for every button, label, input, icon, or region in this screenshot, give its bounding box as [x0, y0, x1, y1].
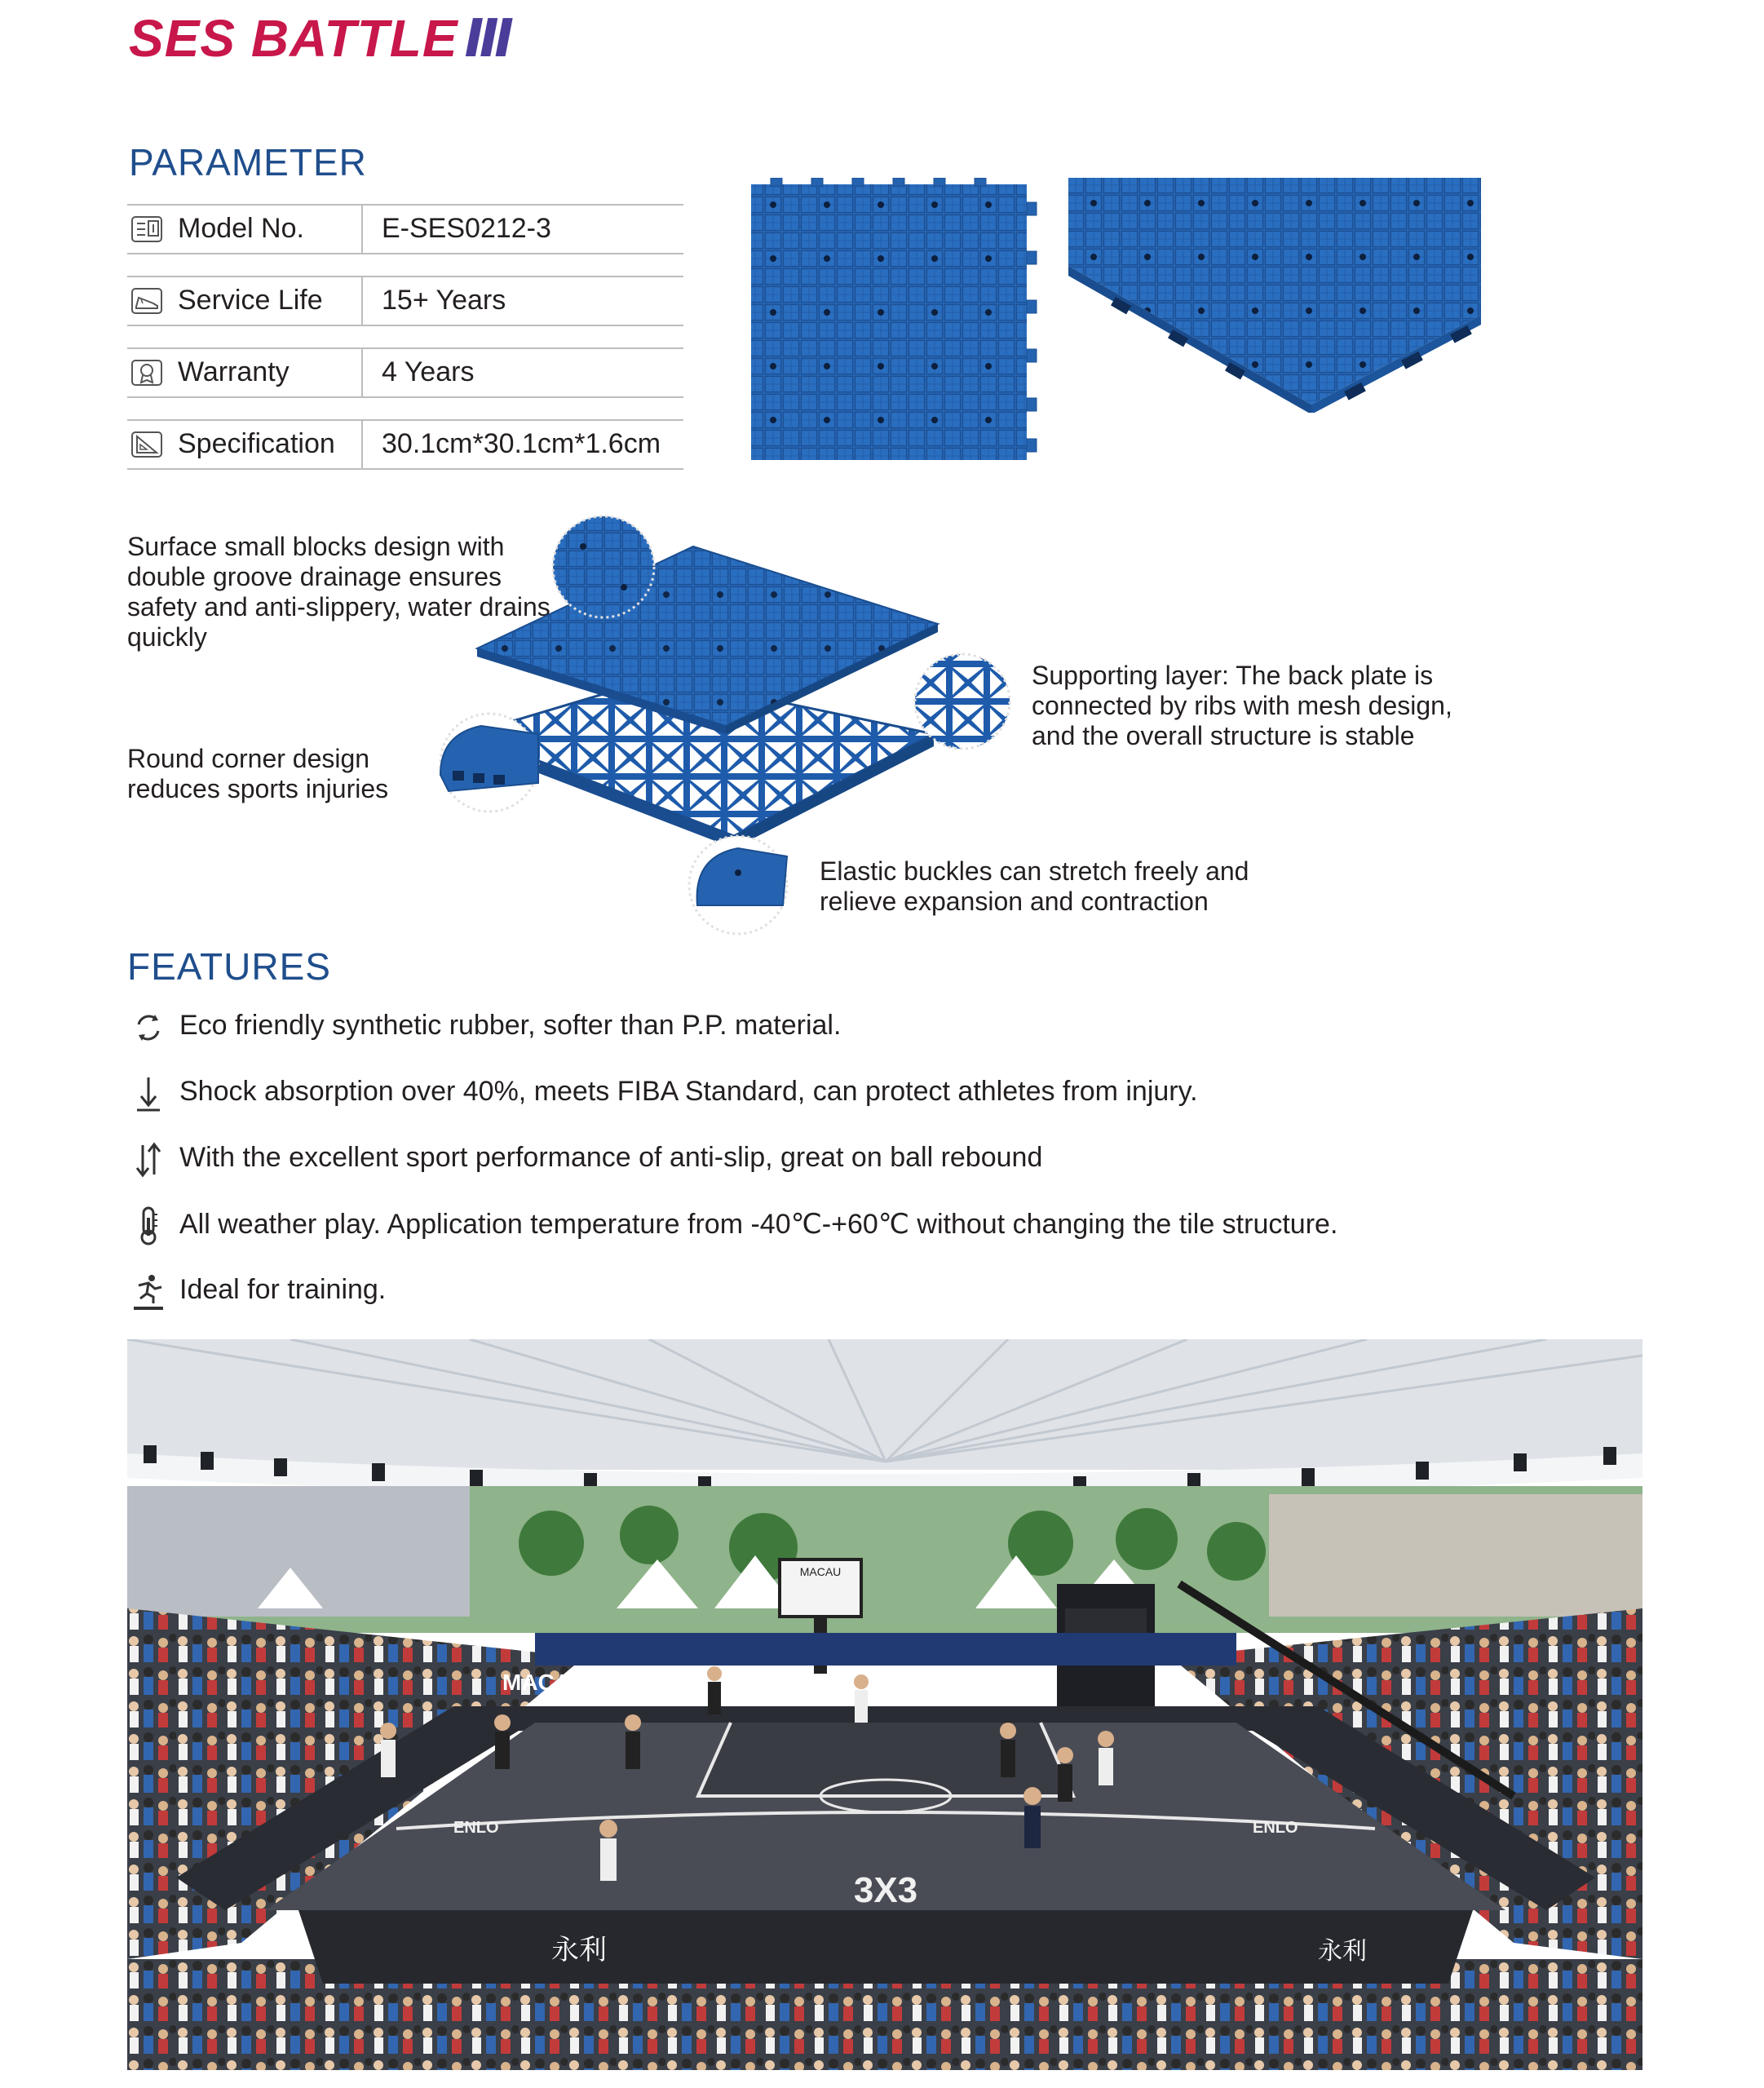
- table-divider: [361, 206, 363, 253]
- feature-item: [130, 1203, 1680, 1249]
- parameter-row-warranty: [127, 347, 683, 398]
- parameter-label: Service Life: [178, 285, 323, 316]
- feature-item: [130, 1071, 1680, 1117]
- parameter-row-model: [127, 204, 683, 254]
- feature-text: Shock absorption over 40%, meets FIBA Standard, can protect athletes from injury.: [179, 1076, 1198, 1107]
- parameter-value: 30.1cm*30.1cm*1.6cm: [382, 428, 661, 459]
- arena-photo: [127, 1339, 1642, 2070]
- parameter-row-service-life: [127, 276, 683, 326]
- table-divider: [361, 421, 363, 468]
- recycle-icon: [130, 1008, 166, 1047]
- parameter-value: E-SES0212-3: [382, 213, 551, 244]
- table-divider: [361, 349, 363, 396]
- feature-item: [130, 1269, 1680, 1315]
- court-3x3-logo: 3X3: [853, 1870, 918, 1910]
- court-enlo-logo-right: ENLO: [1253, 1819, 1298, 1837]
- parameter-value: 4 Years: [382, 356, 475, 387]
- runner-icon: [130, 1272, 166, 1312]
- thermometer-icon: [130, 1206, 166, 1245]
- round-corner-callout: Round corner design reduces sports injuries: [127, 744, 389, 803]
- features-heading: FEATURES: [127, 945, 331, 988]
- feature-text: All weather play. Application temperature from -40℃-+60℃ without changing the tile structure.: [179, 1209, 1338, 1240]
- surface-callout: Surface small blocks design with double groove drainage ensures safety and anti-slippery, water drains quickly: [127, 532, 550, 652]
- parameter-row-specification: [127, 419, 683, 470]
- tile-top-view-image: [746, 178, 1040, 467]
- model-number-icon: [130, 215, 163, 244]
- elastic-buckles-callout: Elastic buckles can stretch freely and relieve expansion and contraction: [820, 856, 1249, 916]
- warranty-seal-icon: [130, 358, 163, 387]
- banner-wynn-chinese-text-right: 永利: [1318, 1937, 1367, 1966]
- feature-item: [130, 1137, 1680, 1183]
- parameter-label: Model No.: [178, 213, 304, 244]
- parameter-value: 15+ Years: [382, 285, 506, 316]
- title-main: SES BATTLE: [129, 9, 458, 68]
- feature-text: With the excellent sport performance of anti-slip, great on ball rebound: [179, 1142, 1043, 1173]
- parameter-table: [127, 204, 683, 491]
- supporting-layer-callout: Supporting layer: The back plate is connected by ribs with mesh design, and the overall structure is stable: [1032, 661, 1452, 750]
- court-enlo-logo-left: ENLO: [453, 1819, 499, 1837]
- parameter-label: Warranty: [178, 356, 290, 387]
- tile-exploded-diagram: [424, 514, 1044, 938]
- tile-angled-view-image: [1067, 176, 1483, 413]
- service-life-shoe-icon: [130, 286, 163, 316]
- table-divider: [361, 277, 363, 325]
- feature-text: Ideal for training.: [179, 1274, 387, 1305]
- backboard-macau-text: MACAU: [799, 1565, 842, 1578]
- page-title: [129, 8, 515, 69]
- up-down-arrows-icon: [130, 1140, 166, 1179]
- specification-ruler-icon: [130, 430, 163, 459]
- banner-macau-text: MACAU: [502, 1670, 588, 1695]
- feature-text: Eco friendly synthetic rubber, softer than P.P. material.: [179, 1010, 842, 1041]
- parameter-label: Specification: [178, 428, 335, 459]
- parameter-heading: PARAMETER: [129, 141, 367, 184]
- title-roman-numeral: Ⅲ: [464, 9, 515, 68]
- banner-wynn-chinese-text: 永利: [551, 1934, 607, 1966]
- down-arrow-icon: [130, 1074, 166, 1113]
- feature-item: [130, 1005, 1680, 1051]
